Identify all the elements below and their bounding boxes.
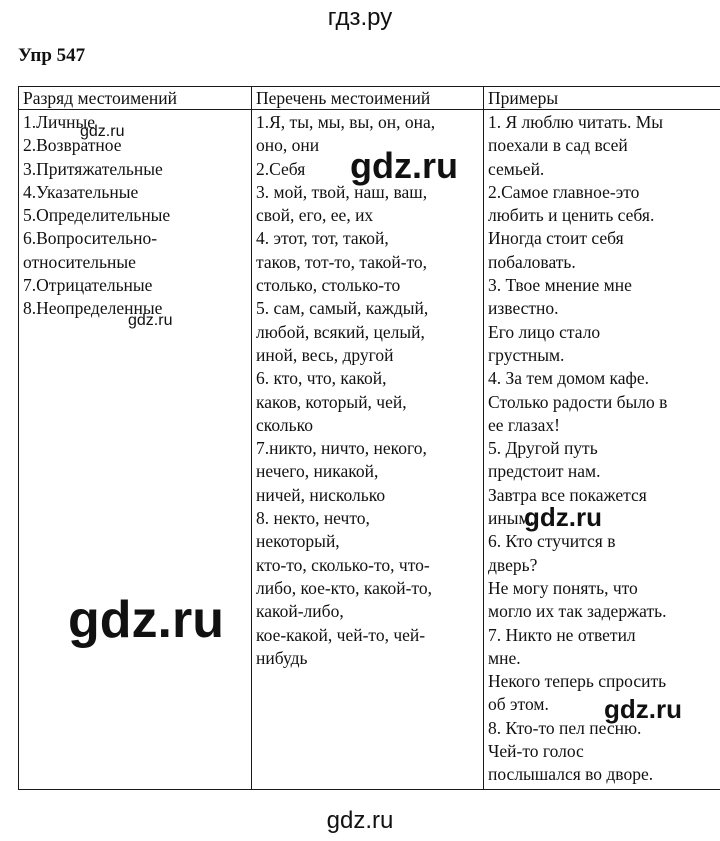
cell-line: 8. Кто-то пел песню. [488, 717, 642, 738]
cell-line: кое-какой, чей-то, чей- [256, 624, 426, 645]
cell-line: 3. Твое мнение мне [488, 275, 632, 296]
cell-line: некоторый, [256, 531, 340, 552]
cell-line: свой, его, ее, их [256, 205, 374, 226]
cell-line: относительные [23, 251, 136, 272]
cell-line: Столько радости было в [488, 391, 668, 412]
table-row [19, 110, 720, 790]
cell-line: 7. Никто не ответил [488, 624, 636, 645]
cell-line: 2.Себя [256, 158, 306, 179]
cell-line: таков, тот-то, такой-то, [256, 251, 428, 272]
cell-line: какой-либо, [256, 601, 344, 622]
pronoun-list-cell [252, 110, 484, 790]
cell-line: 6. кто, что, какой, [256, 368, 387, 389]
exercise-title: Упр 547 [18, 45, 86, 66]
cell-line: дверь? [488, 554, 538, 575]
cell-line: ее глазах! [488, 414, 560, 435]
header-pronoun-category: Разряд местоимений [19, 87, 252, 110]
cell-line: семьей. [488, 158, 545, 179]
cell-line: любой, всякий, целый, [256, 321, 425, 342]
cell-line: 8.Неопределенные [23, 298, 163, 319]
cell-line: 6. Кто стучится в [488, 531, 616, 552]
cell-line: столько, столько-то [256, 275, 401, 296]
cell-line: 1.Я, ты, мы, вы, он, она, [256, 112, 436, 132]
cell-line: Некого теперь спросить [488, 671, 667, 692]
cell-line: либо, кое-кто, какой-то, [256, 577, 432, 598]
cell-line: Завтра все покажется [488, 484, 647, 505]
watermark-extra-large: gdz.ru [68, 591, 224, 649]
table-header-row [19, 87, 720, 110]
cell-line: 4. За тем домом кафе. [488, 368, 650, 389]
cell-line: 6.Вопросительно- [23, 228, 158, 249]
cell-line: об этом. [488, 694, 549, 715]
cell-line: любить и ценить себя. [488, 205, 655, 226]
watermark-medium: gdz.ru [604, 694, 682, 724]
footer-watermark: gdz.ru [326, 807, 394, 834]
cell-line: 4.Указательные [23, 181, 139, 202]
cell-line: 4. этот, тот, такой, [256, 228, 389, 249]
cell-line: предстоит нам. [488, 461, 601, 482]
cell-line: 7.никто, ничто, некого, [256, 438, 427, 459]
header-examples: Примеры [484, 87, 720, 110]
header-pronoun-list: Перечень местоимений [252, 87, 484, 110]
pronoun-categories-cell [19, 110, 252, 790]
watermark-medium: gdz.ru [524, 502, 602, 532]
watermark-large: gdz.ru [350, 145, 458, 186]
watermark-small: gdz.ru [80, 123, 125, 140]
cell-line: грустным. [488, 344, 565, 365]
cell-line: нечего, никакой, [256, 461, 379, 482]
cell-line: Чей-то голос [488, 741, 584, 762]
cell-line: 8. некто, нечто, [256, 508, 370, 529]
cell-line: Иногда стоит себя [488, 228, 624, 249]
cell-line: нибудь [256, 647, 308, 668]
cell-line: 2.Самое главное-это [488, 181, 640, 202]
cell-line: 5. сам, самый, каждый, [256, 298, 429, 319]
cell-line: 5.Определительные [23, 205, 171, 226]
cell-line: 7.Отрицательные [23, 275, 153, 296]
cell-line: известно. [488, 298, 559, 319]
cell-line: Его лицо стало [488, 321, 601, 342]
cell-line: оно, они [256, 135, 320, 156]
examples-cell [484, 110, 720, 790]
cell-line: иной, весь, другой [256, 344, 394, 365]
cell-line: 5. Другой путь [488, 438, 598, 459]
cell-line: 1. Я люблю читать. Мы [488, 112, 664, 132]
cell-line: 3.Притяжательные [23, 158, 163, 179]
site-header: гдз.ру [327, 4, 393, 31]
cell-line: поехали в сад всей [488, 135, 628, 156]
cell-line: кто-то, сколько-то, что- [256, 554, 430, 575]
cell-line: Не могу понять, что [488, 577, 638, 598]
cell-line: иным. [488, 508, 534, 529]
cell-line: послышался во дворе. [488, 764, 654, 785]
cell-line: каков, который, чей, [256, 391, 407, 412]
cell-line: 1.Личные [23, 112, 96, 132]
cell-line: сколько [256, 414, 313, 435]
pronoun-table [18, 86, 720, 790]
cell-line: побаловать. [488, 251, 576, 272]
cell-line: 2.Возвратное [23, 135, 122, 156]
watermark-small: gdz.ru [128, 312, 173, 329]
cell-line: 3. мой, твой, наш, ваш, [256, 181, 428, 202]
cell-line: ничей, нисколько [256, 484, 386, 505]
cell-line: мне. [488, 647, 521, 668]
cell-line: могло их так задержать. [488, 601, 667, 622]
